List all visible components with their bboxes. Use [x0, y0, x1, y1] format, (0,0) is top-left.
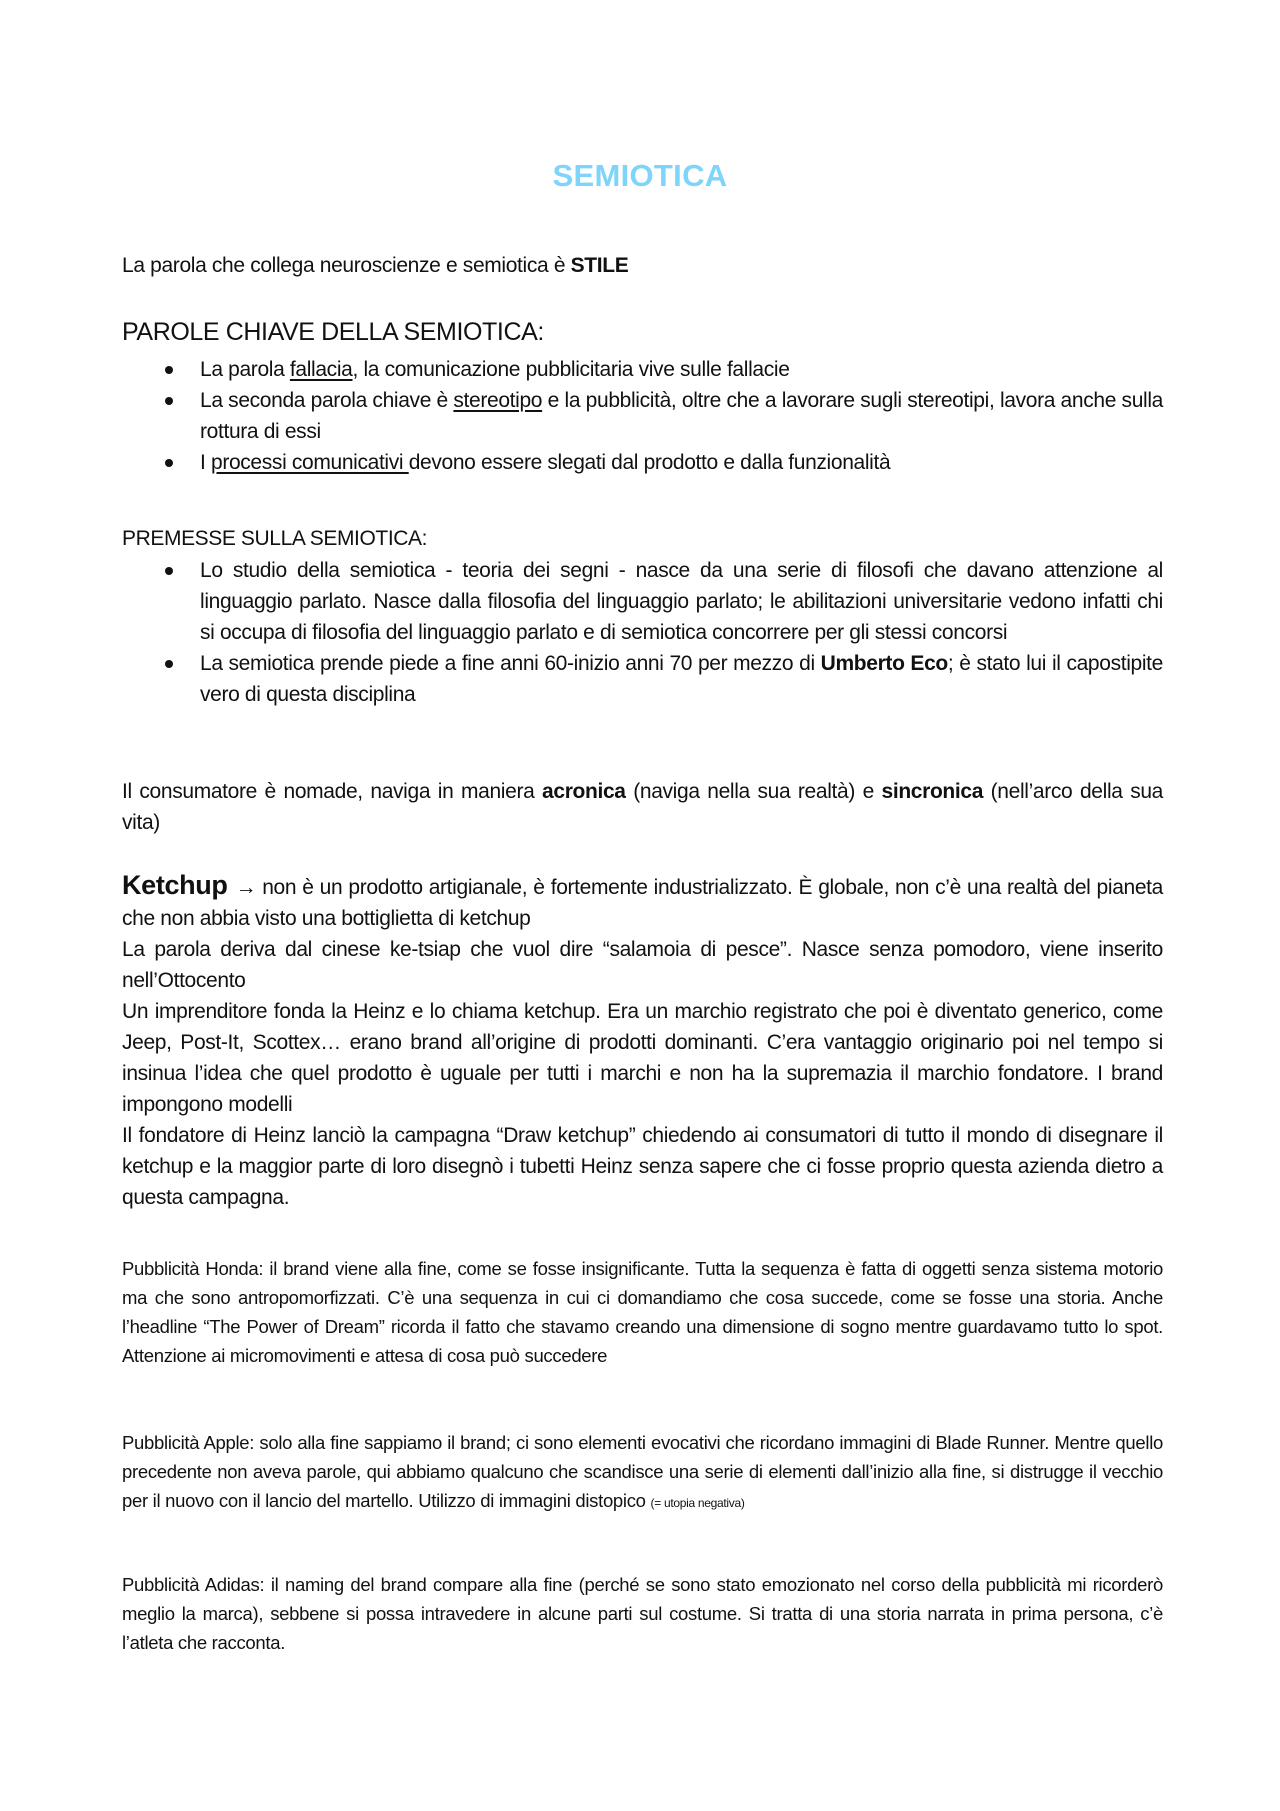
paragraph-text: (nell’arco della sua vita) [122, 780, 1164, 834]
list-item [122, 555, 1163, 648]
item-text: devono essere slegati dal prodotto e dalla funzionalità [408, 451, 891, 474]
bullet-icon [165, 366, 173, 374]
premises-heading: PREMESSE SULLA SEMIOTICA: [122, 527, 428, 550]
item-text: e la pubblicità, oltre che a lavorare sugli stereotipi, lavora anche sulla rottura di essi [200, 389, 1163, 443]
ad-adidas [122, 1570, 1163, 1657]
ketchup-section [122, 870, 1163, 1213]
list-item [122, 648, 1163, 710]
footnote-text: (= utopia negativa) [650, 1496, 745, 1510]
list-item [122, 385, 1163, 447]
item-text: , la comunicazione pubblicitaria vive sulle fallacie [352, 358, 790, 381]
underlined-term: fallacia [289, 358, 353, 381]
item-text: La semiotica prende piede a fine anni 60-inizio anni 70 per mezzo di [200, 652, 821, 675]
item-text: Lo studio della semiotica - teoria dei segni - nasce da una serie di filosofi che davano attenzione al linguaggio parlato. Nasce dalla filosofia del linguaggio parlato; le abilitazioni universitarie vedono infatti chi si occupa di filosofia del linguaggio parlato e di semiotica concorrere per gli stessi concorsi [200, 559, 1163, 644]
paragraph-text: Pubblicità Adidas: il naming del brand compare alla fine (perché se sono stato emozionato nel corso della pubblicità mi ricorderò meglio la marca), sebbene si possa intravedere in alcune parti sul costume. Si tratta di una storia narrata in prima persona, c’è l’atleta che racconta. [122, 1574, 1163, 1653]
item-text: I [200, 451, 211, 474]
intro-paragraph [122, 250, 1163, 281]
bold-term: sincronica [881, 780, 984, 803]
ketchup-etymology: La parola deriva dal cinese ke-tsiap che vuol dire “salamoia di pesce”. Nasce senza pomodoro, viene inserito nell’Ottocento [122, 938, 1163, 992]
intro-text: La parola che collega neuroscienze e semiotica è [122, 254, 571, 277]
consumer-paragraph [122, 776, 1163, 838]
underlined-term: processi comunicativi [210, 451, 409, 474]
ad-apple [122, 1428, 1163, 1518]
bold-name: Umberto Eco [820, 652, 948, 675]
paragraph-text: (naviga nella sua realtà) e [625, 780, 882, 803]
ketchup-heinz-brand: Un imprenditore fonda la Heinz e lo chiama ketchup. Era un marchio registrato che poi è diventato generico, come Jeep, Post-It, Scottex… erano brand all’origine di prodotti dominanti. C’era vantaggio originario poi nel tempo si insinua l’idea che quel prodotto è uguale per tutti i marchi e non ha la supremazia il marchio fondatore. I brand impongono modelli [122, 1000, 1163, 1116]
keywords-heading: PAROLE CHIAVE DELLA SEMIOTICA: [122, 318, 544, 346]
page-title: SEMIOTICA [552, 158, 728, 193]
bullet-icon [165, 660, 173, 668]
underlined-term: stereotipo [453, 389, 543, 412]
ad-honda [122, 1254, 1163, 1370]
premises-section [122, 524, 1163, 710]
keywords-list [122, 354, 1163, 478]
keywords-section [122, 316, 1163, 478]
paragraph-text: Pubblicità Honda: il brand viene alla fine, come se fosse insignificante. Tutta la sequenza è fatta di oggetti senza sistema motorio ma che sono antropomorfizzati. C’è una sequenza in cui ci domandiamo che cosa succede, come se fosse una storia. Anche l’headline “The Power of Dream” ricorda il fatto che stavamo creando una dimensione di sogno mentre guardavamo tutto lo spot. Attenzione ai micromovimenti e attesa di cosa può succedere [122, 1258, 1163, 1366]
item-text: La seconda parola chiave è [200, 389, 454, 412]
premises-list [122, 555, 1163, 710]
list-item [122, 354, 1163, 385]
paragraph-text: non è un prodotto artigianale, è fortemente industrializzato. È globale, non c’è una realtà del pianeta che non abbia visto una bottiglietta di ketchup [122, 876, 1163, 930]
ketchup-draw-campaign: Il fondatore di Heinz lanciò la campagna “Draw ketchup” chiedendo ai consumatori di tutto il mondo di disegnare il ketchup e la maggior parte di loro disegnò i tubetti Heinz senza sapere che ci fosse proprio questa azienda dietro a questa campagna. [122, 1124, 1163, 1209]
bullet-icon [165, 397, 173, 405]
list-item [122, 447, 1163, 478]
intro-bold-keyword: STILE [570, 254, 629, 277]
arrow-right-icon: → [235, 876, 257, 899]
bullet-icon [165, 459, 173, 467]
item-text: La parola [200, 358, 290, 381]
paragraph-text: Pubblicità Apple: solo alla fine sappiamo il brand; ci sono elementi evocativi che ricordano immagini di Blade Runner. Mentre quello precedente non aveva parole, qui abbiamo qualcuno che scandisce una serie di elementi dall’inizio alla fine, si distrugge il vecchio per il nuovo con il lancio del martello. Utilizzo di immagini distopico [122, 1432, 1163, 1511]
paragraph-text: Il consumatore è nomade, naviga in maniera [122, 780, 543, 803]
item-text: ; è stato lui il capostipite vero di questa disciplina [200, 652, 1163, 706]
bullet-icon [165, 567, 173, 575]
ketchup-keyword: Ketchup [122, 870, 228, 900]
bold-term: acronica [542, 780, 626, 803]
